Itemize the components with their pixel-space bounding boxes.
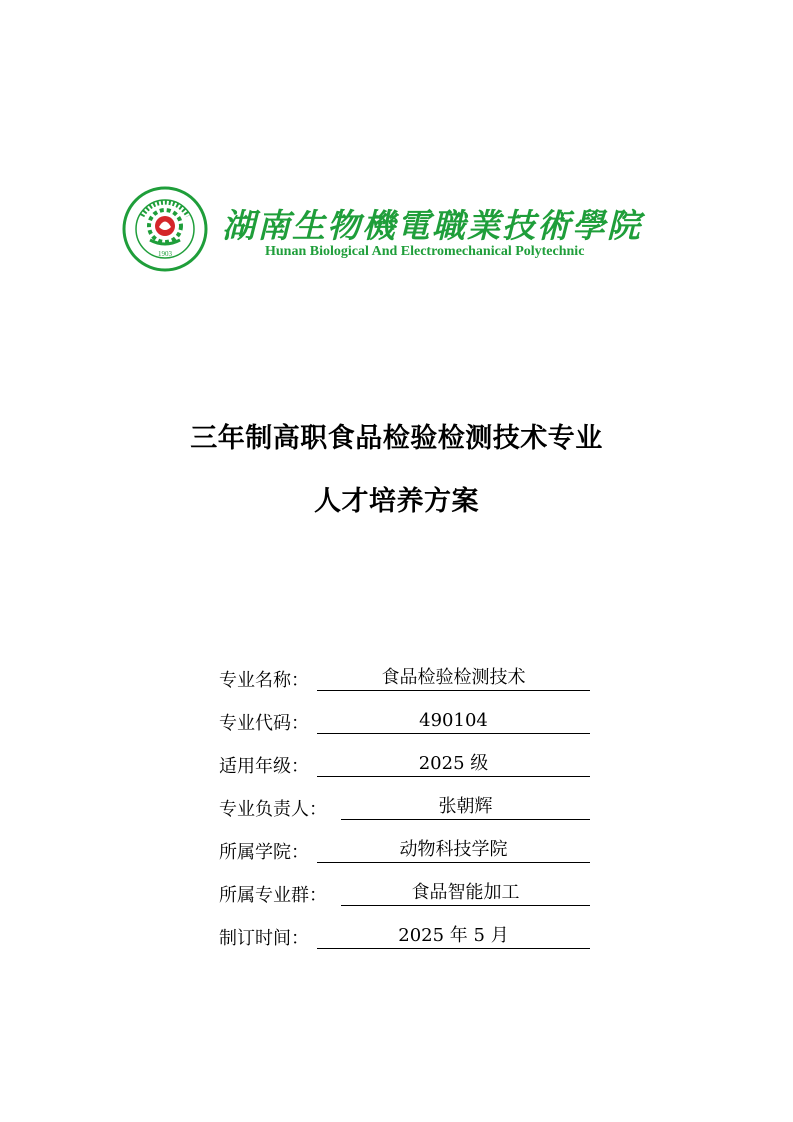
school-seal-icon <box>122 186 208 272</box>
info-value: 张朝辉 <box>341 795 590 820</box>
info-row-college <box>219 835 599 878</box>
info-label: 所属专业群： <box>219 885 327 906</box>
school-name-cn: 湖南生物機電職業技術學院 <box>222 206 642 245</box>
info-label: 专业代码： <box>219 713 309 734</box>
info-label: 制订时间： <box>219 928 309 949</box>
school-logo <box>122 186 667 276</box>
info-value: 2025 级 <box>317 752 590 777</box>
info-value: 490104 <box>317 709 590 734</box>
seal-year: 1903 <box>158 250 172 258</box>
info-label: 专业名称： <box>219 670 309 691</box>
document-title-line1: 三年制高职食品检验检测技术专业 <box>190 423 603 454</box>
info-row-major-name <box>219 663 599 706</box>
info-label: 适用年级： <box>219 756 309 777</box>
info-value: 动物科技学院 <box>317 838 590 863</box>
info-row-date <box>219 921 599 964</box>
info-table <box>219 663 599 964</box>
info-row-major-group <box>219 878 599 921</box>
info-value: 食品智能加工 <box>341 881 590 906</box>
info-label: 所属学院： <box>219 842 309 863</box>
info-label: 专业负责人： <box>219 799 327 820</box>
info-row-major-code <box>219 706 599 749</box>
document-title-line2: 人才培养方案 <box>314 486 479 517</box>
info-value: 2025 年 5 月 <box>317 924 590 949</box>
school-name-en: Hunan Biological And Electromechanical Polytechnic <box>265 244 585 259</box>
info-value: 食品检验检测技术 <box>317 666 590 691</box>
info-row-grade <box>219 749 599 792</box>
info-row-leader <box>219 792 599 835</box>
